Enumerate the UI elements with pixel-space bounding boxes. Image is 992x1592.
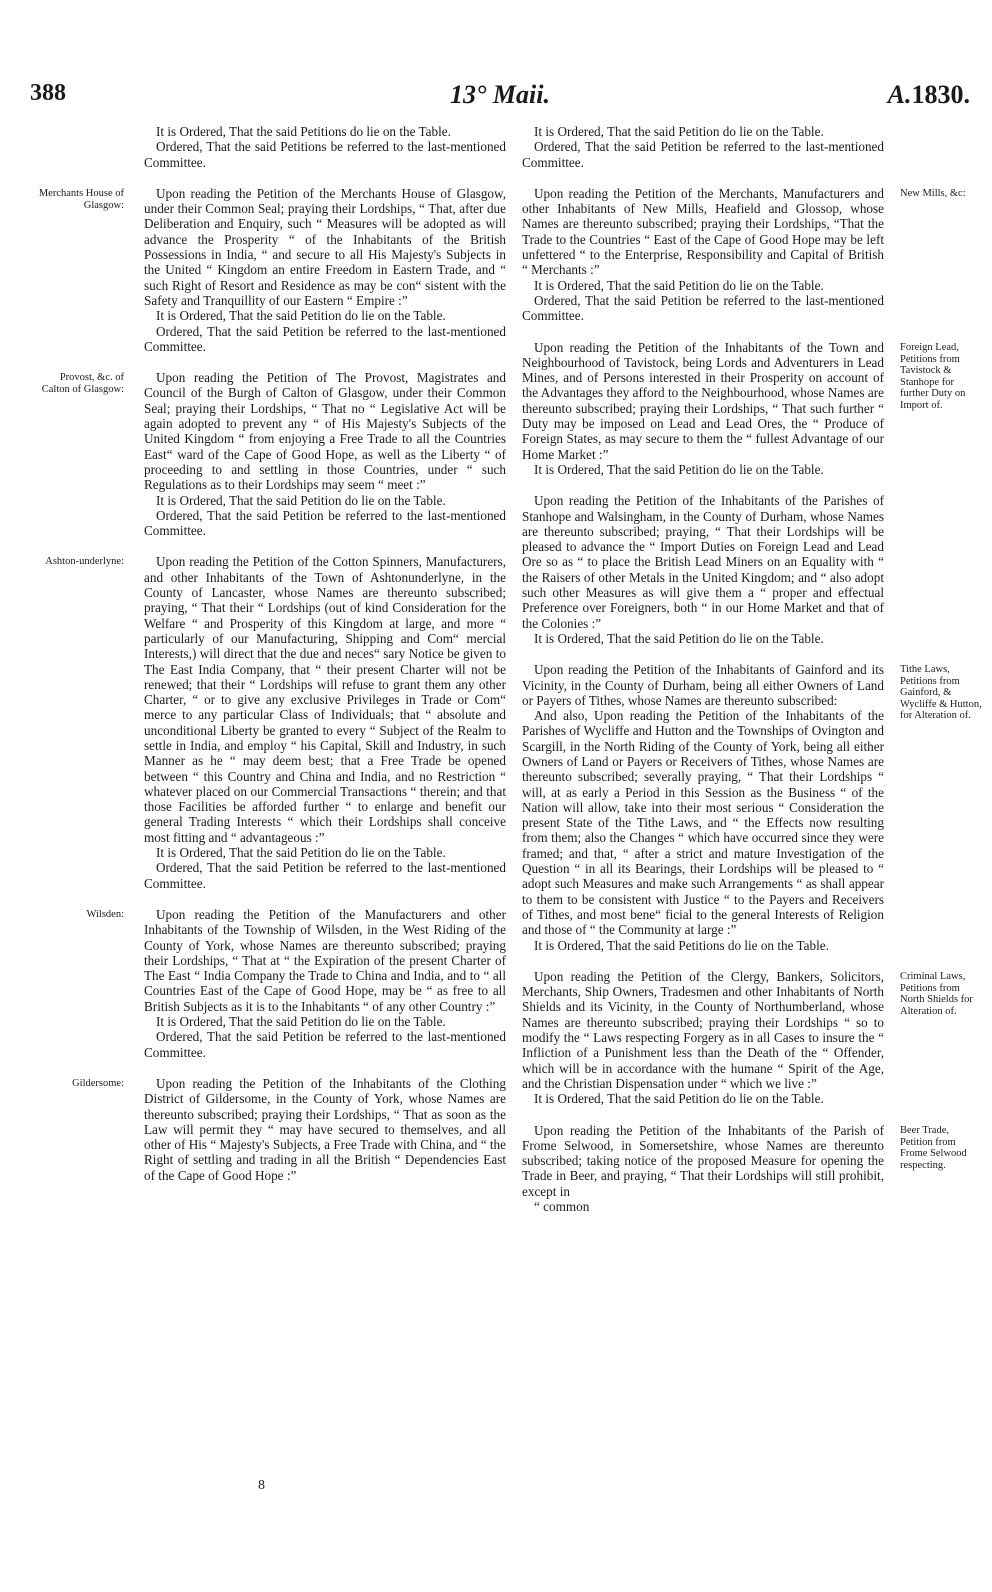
entry-block <box>522 662 884 953</box>
entry-paragraph: And also, Upon reading the Petition of the Inhabitants of the Parishes of Wycliffe and Hutton and the Townships of Ovington and Scargill, in the North Riding of the County of York, being all either Owners of Land or Payers or Receivers of Tithes, whose Names are thereunto subscribed; severally praying, “ That their Lordships “ will, at as early a Period in this Session as the Business “ of the Nation will allow, take into their most serious “ Consideration the present State of the Tithe Laws, and “ the Effects now resulting from them; also the Changes “ which have occurred since they were framed; and that, “ after a strict and mature Investigation of the Question “ in all its Bearings, their Lordships will be pleased to “ adopt such Measures and make such Arrangements “ as shall appear to them to be consistent with Justice “ to the Payers and Receivers of Tithes, and most bene“ ficial to the general Interests of Religion and those of “ the Community at large :” <box>522 708 884 938</box>
entry-block <box>144 1076 506 1183</box>
entry-paragraph: Upon reading the Petition of the Merchants House of Glasgow, under their Common Seal; praying their Lordships, “ That, after due Deliberation and Enquiry, such “ Measures will be adopted as will advance the Prosperity “ of the Inhabitants of the British Possessions in India, “ and secure to all His Majesty's Subjects in the United “ Kingdom an entire Freedom in Eastern Trade, and “ such Right of Resort and Residence as may be con“ sistent with the Safety and Tranquillity of our Eastern “ Empire :” <box>144 185 506 308</box>
entry-paragraph: Ordered, That the said Petition be referred to the last-mentioned Committee. <box>144 323 506 354</box>
entry-paragraph: Ordered, That the said Petition be referred to the last-mentioned Committee. <box>144 860 506 891</box>
entry-block <box>522 340 884 478</box>
entry-block <box>144 554 506 891</box>
entry-paragraph: Upon reading the Petition of the Inhabitants of the Parishes of Stanhope and Walsingham, in the County of Durham, whose Names are thereunto subscribed; praying, “ That their Lordships will be pleased to advance the “ Import Duties on Foreign Lead and Lead Ore so as “ to place the British Lead Miners on an Equality with “ the Raisers of other Metals in the United Kingdom; and “ also adopt such other Measures as will give them a “ proper and effectual Preference over Foreigners, both “ in our Home Market and that of the Colonies :” <box>522 493 884 631</box>
signature-mark: 8 <box>258 1478 265 1493</box>
entry-paragraph: Upon reading the Petition of the Inhabitants of Gainford and its Vicinity, in the County of Durham, being all either Owners of Land or Payers of Tithes, whose Names are thereunto subscribed: <box>522 662 884 708</box>
entry-block <box>144 186 506 354</box>
entry-paragraph: Upon reading the Petition of The Provost, Magistrates and Council of the Burgh of Calton of Glasgow, under their Common Seal; praying their Lordships, “ That no “ Legislative Act will be again adopted to prevent any “ of His Majesty's Subjects of the United Kingdom “ from enjoying a Free Trade to all the Countries East“ ward of the Cape of Good Hope, as well as the Liberty “ of proceeding to and settling in those Countries, under “ such Regulations as to their Lordships may seem “ meet :” <box>144 370 506 493</box>
entry-paragraph: “ common <box>534 1199 590 1214</box>
page-year <box>888 80 970 110</box>
margin-note: Ashton-underlyne: <box>45 556 124 567</box>
right-column <box>522 124 884 1230</box>
margin-note: Wilsden: <box>86 909 124 920</box>
entry-paragraph: Upon reading the Petition of the Inhabitants of the Clothing District of Gildersome, in the County of York, whose Names are thereunto subscribed; praying their Lordships, “ That as soon as the Law will permit they “ may have secured to themselves, and all other of His “ Majesty's Subjects, a Free Trade with China, and “ the Right of settling and trading in all the British “ Dependencies East of the Cape of Good Hope :” <box>144 1075 506 1183</box>
entry-paragraph: Ordered, That the said Petition be referred to the last-mentioned Committee. <box>522 139 884 170</box>
entry-block <box>144 907 506 1060</box>
entry-paragraph: Upon reading the Petition of the Inhabitants of the Parish of Frome Selwood, in Somersetshire, whose Names are thereunto subscribed; taking notice of the proposed Measure for opening the Trade in Beer, and praying, “ That their Lordships will still prohibit, except in <box>522 1122 884 1199</box>
entry-paragraph: Upon reading the Petition of the Clergy, Bankers, Solicitors, Merchants, Ship Owners, Tradesmen and other Inhabitants of North Shields and its Vicinity, in the County of Northumberland, whose Names are thereunto subscribed; praying their Lordships “ so to modify the “ Laws respecting Forgery as in all Cases to insure the “ Infliction of a Punishment less than the Death of the “ Offender, which will be in accordance with the humane “ Spirit of the Age, and the Christian Dispensation under “ which we live :” <box>522 968 884 1091</box>
entry-paragraph: It is Ordered, That the said Petition do lie on the Table. <box>156 492 446 508</box>
entry-paragraph: It is Ordered, That the said Petitions do lie on the Table. <box>156 124 451 139</box>
entry-paragraph: It is Ordered, That the said Petition do lie on the Table. <box>156 308 446 324</box>
entry-paragraph: It is Ordered, That the said Petitions do lie on the Table. <box>534 937 829 953</box>
entry-paragraph: It is Ordered, That the said Petition do lie on the Table. <box>534 461 824 477</box>
page-date: 13° Maii. <box>450 80 550 109</box>
page-header <box>30 80 970 120</box>
entry-paragraph: Upon reading the Petition of the Manufacturers and other Inhabitants of the Township of Wilsden, in the West Riding of the County of York, whose Names are thereunto subscribed; praying their Lordships, “ That at “ the Expiration of the present Charter of The East “ India Company the Trade to China and India, and to “ all Countries East of the Cape of Good Hope, may be “ as free to all British Subjects as it is to the Inhabitants “ of any other Country :” <box>144 906 506 1014</box>
entry-paragraph: It is Ordered, That the said Petition do lie on the Table. <box>534 277 824 293</box>
entry-paragraph: Ordered, That the said Petition be referred to the last-mentioned Committee. <box>144 1029 506 1060</box>
entry-block <box>522 186 884 324</box>
margin-note: New Mills, &c: <box>900 188 966 199</box>
margin-note: Provost, &c. of Calton of Glasgow: <box>41 372 124 395</box>
entry-paragraph: Ordered, That the said Petition be referred to the last-mentioned Committee. <box>144 507 506 539</box>
margin-note: Criminal Laws, Petitions from North Shields for Alteration of. <box>900 971 973 1017</box>
margin-note: Beer Trade, Petition from Frome Selwood respecting. <box>900 1125 967 1171</box>
margin-note: Gildersome: <box>72 1078 124 1089</box>
entry-paragraph: Ordered, That the said Petitions be referred to the last-mentioned Committee. <box>144 139 506 170</box>
entry-paragraph: Upon reading the Petition of the Inhabitants of the Town and Neighbourhood of Tavistock, being Lords and Adventurers in Lead Mines, and of Persons interested in their Prosperity on account of the Advantages they afford to the Neighbourhood, whose Names are thereunto subscribed; praying their Lordships, “ That such further “ Duty may be imposed on Lead and Lead Ores, the “ Produce of Foreign States, as may secure to them the “ fullest Advantage of our Home Market :” <box>522 339 884 462</box>
entry-paragraph: It is Ordered, That the said Petition do lie on the Table. <box>534 630 824 646</box>
entry-paragraph: It is Ordered, That the said Petition do lie on the Table. <box>534 124 824 139</box>
entry-paragraph: Ordered, That the said Petition be referred to the last-mentioned Committee. <box>522 292 884 324</box>
left-column <box>144 124 506 1199</box>
entry-paragraph: It is Ordered, That the said Petition do lie on the Table. <box>156 845 446 861</box>
margin-note: Merchants House of Glasgow: <box>38 188 124 211</box>
entry-block <box>144 124 506 170</box>
entry-paragraph: It is Ordered, That the said Petition do lie on the Table. <box>156 1014 446 1030</box>
entry-block <box>144 370 506 538</box>
year-number: 1830. <box>911 80 970 109</box>
entry-paragraph: Upon reading the Petition of the Merchants, Manufacturers and other Inhabitants of New Mills, Heafield and Glossop, whose Names are thereunto subscribed; praying their Lordships, “That the Trade to the Countries “ East of the Cape of Good Hope may be left unfettered “ to the Enterprise, Responsibility and Capital of British “ Merchants :” <box>522 185 884 278</box>
entry-block <box>522 493 884 646</box>
entry-block <box>522 969 884 1107</box>
margin-note: Foreign Lead, Petitions from Tavistock & Stanhope for further Duty on Import of. <box>900 342 966 411</box>
year-prefix: A. <box>887 80 912 109</box>
page-number: 388 <box>30 80 66 106</box>
entry-block <box>522 1123 884 1215</box>
entry-paragraph: It is Ordered, That the said Petition do lie on the Table. <box>534 1091 824 1107</box>
margin-note: Tithe Laws, Petitions from Gainford, & Wycliffe & Hutton, for Alteration of. <box>900 664 982 721</box>
entry-block <box>522 124 884 170</box>
entry-paragraph: Upon reading the Petition of the Cotton Spinners, Manufacturers, and other Inhabitants of the Town of Ashtonunderlyne, in the County of Lancaster, whose Names are thereunto subscribed; praying, “ That their “ Lordships (out of kind Consideration for the Welfare “ and Prosperity of this Kingdom at large, and more “ particularly of our Manufacturing, Shipping and Com“ mercial Interests,) will direct that the due and neces“ sary Notice be given to The East India Company, that “ their present Charter will not be renewed; that their “ Lordships will refuse to grant them any other Charter, “ or to give any exclusive Privileges in Trade or Com“ merce to any particular Class of Individuals; that “ absolute and unconditional Liberty be granted to every “ Subject of the Realm to settle in India, and employ “ his Capital, Skill and Industry, in such Manner as he “ may deem best; that a Free Trade be opened between “ this Country and China and India, and no Restriction “ whatever placed on our Commercial Transactions “ therein; and that those Facilities be afforded further “ to enlarge and benefit our general Trading Interests “ which their Lordships shall conceive most fitting and “ advantageous :” <box>144 554 506 845</box>
